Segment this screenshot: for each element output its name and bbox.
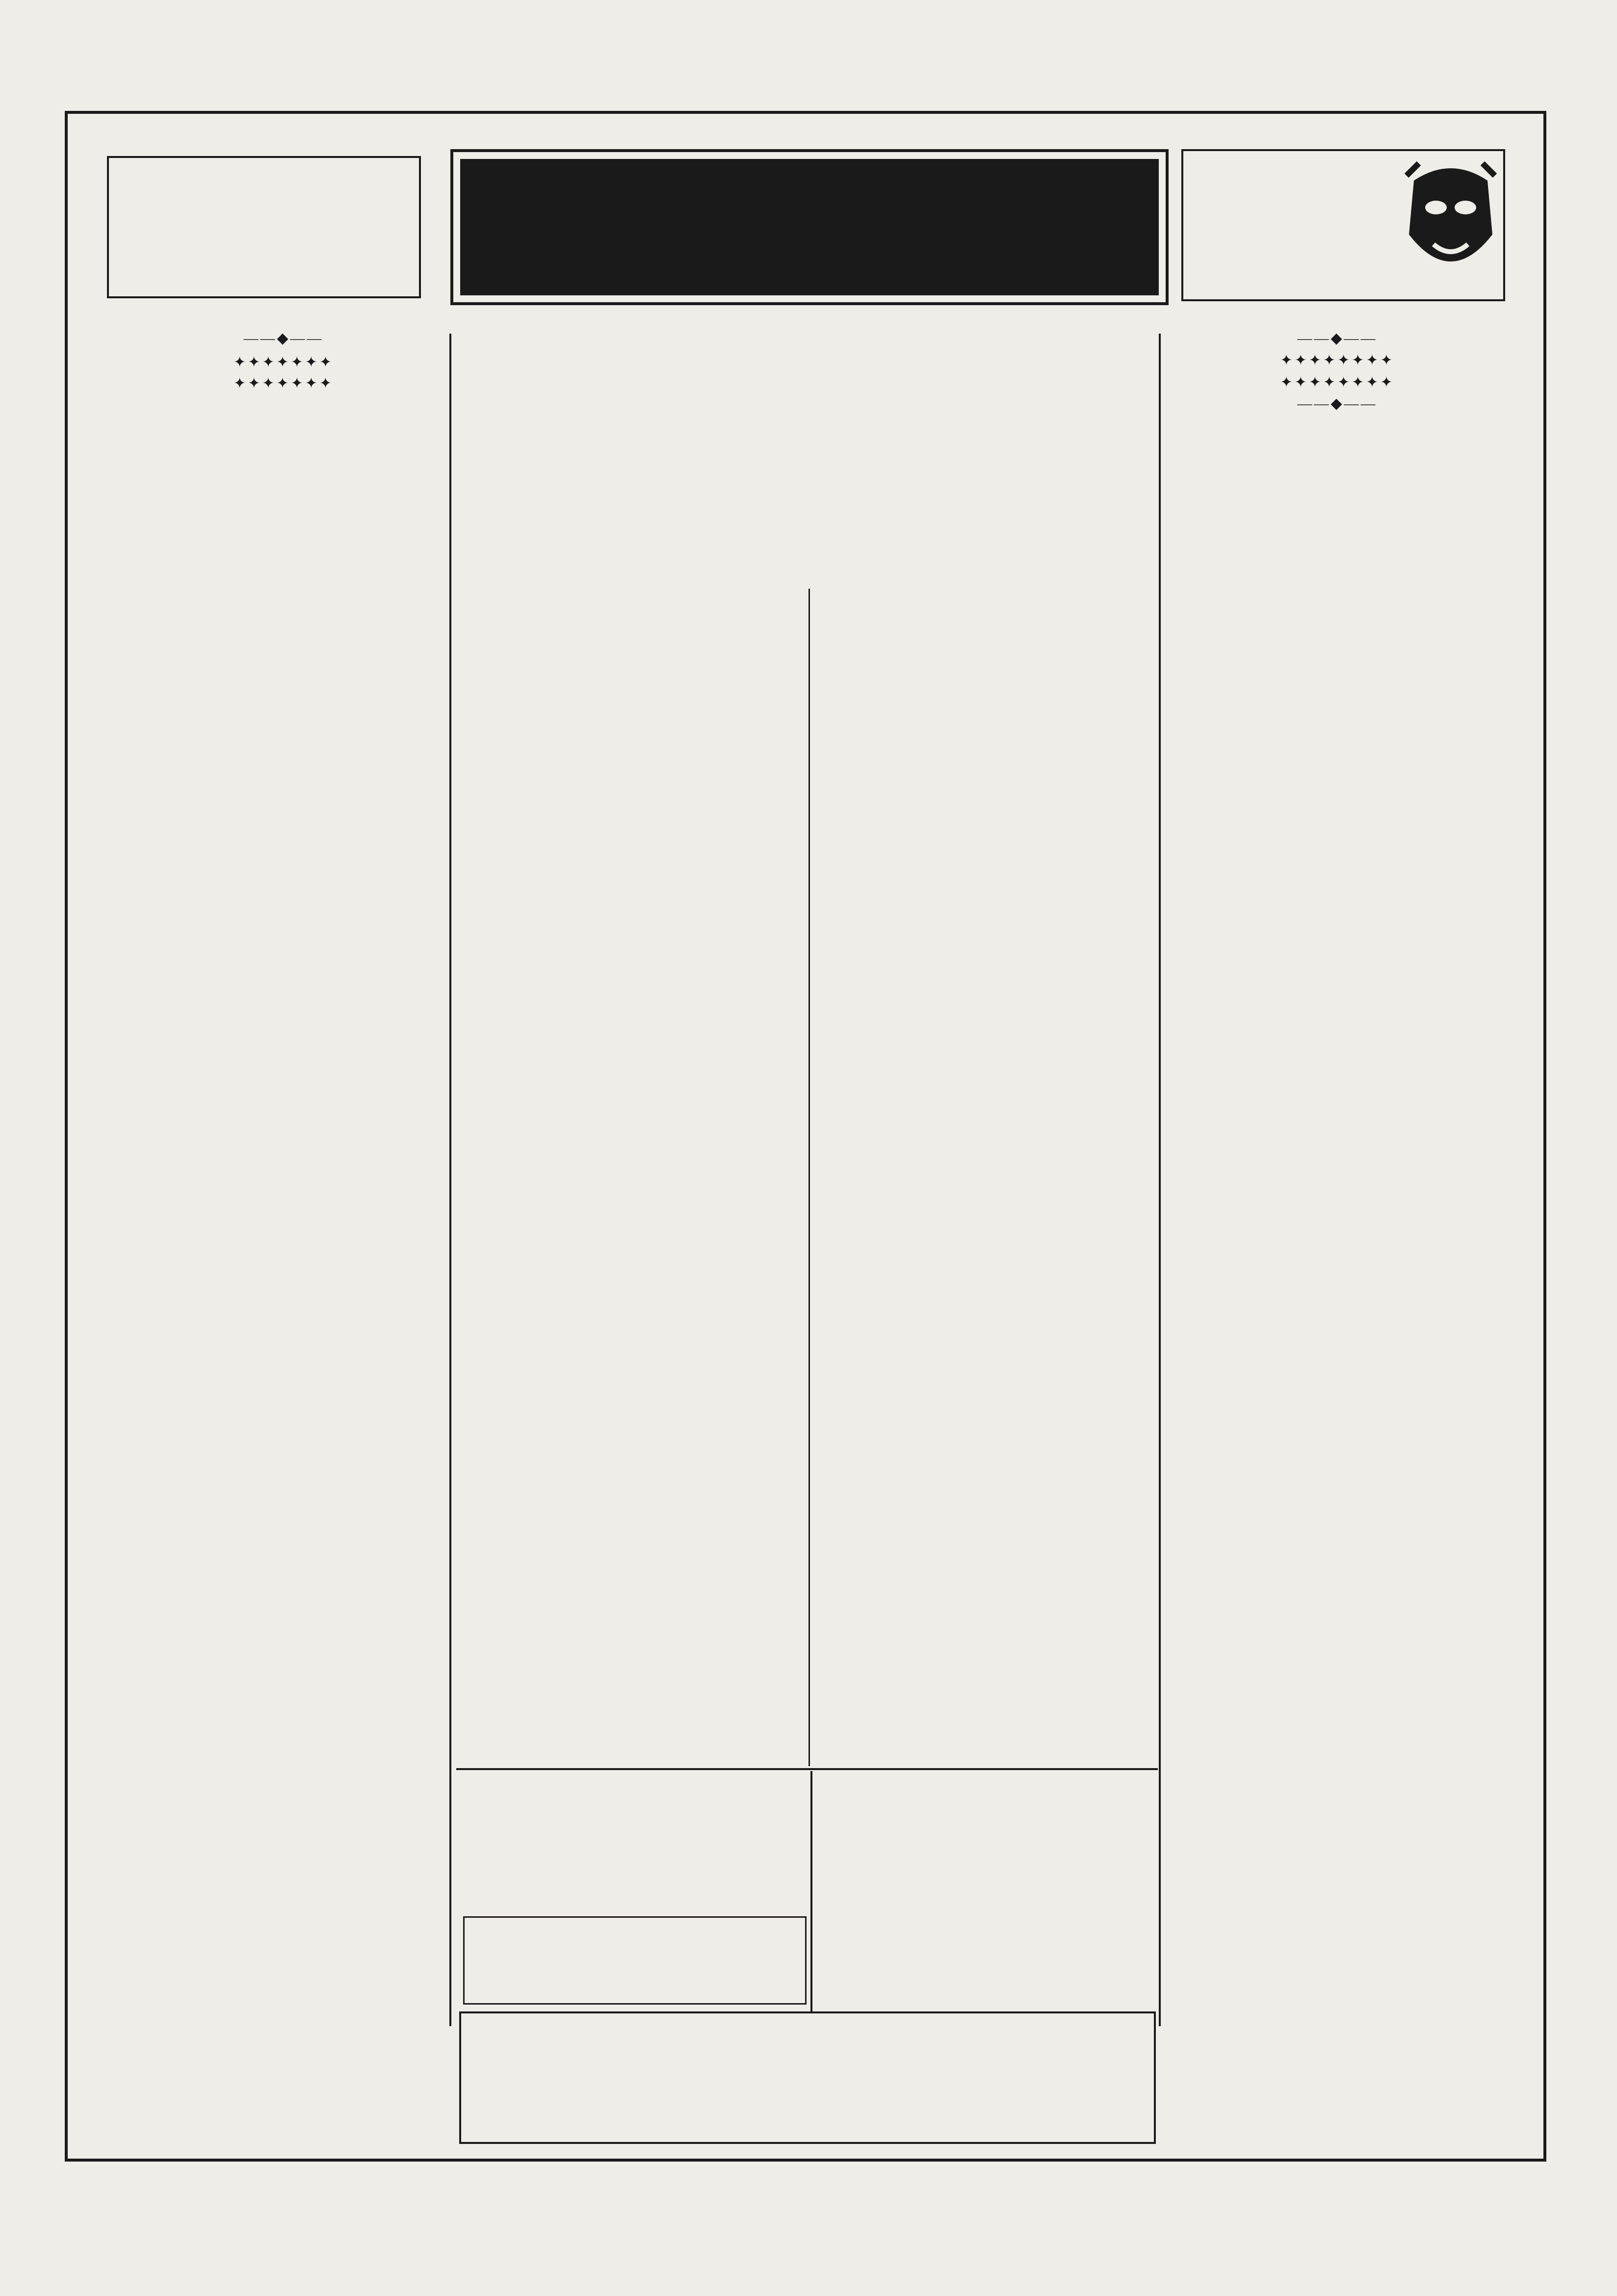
right-column xyxy=(1166,330,1509,2027)
ornament-divider: ——◆—— xyxy=(243,330,324,346)
ornament-divider: ✦✦✦✦✦✦✦✦ xyxy=(1280,352,1395,368)
adjacent-page-strip xyxy=(0,88,59,2198)
david-ad xyxy=(459,2011,1156,2144)
riley-ad xyxy=(1181,149,1505,301)
column-rule xyxy=(449,334,451,2026)
ornament-divider: ✦✦✦✦✦✦✦ xyxy=(234,375,334,391)
section-banner-frame xyxy=(450,149,1169,305)
center-col2 xyxy=(817,594,1153,1771)
pacheco-ad xyxy=(463,1916,807,2005)
section-title xyxy=(460,159,1159,295)
center-col1 xyxy=(459,594,800,1771)
ornament-divider: ✦✦✦✦✦✦✦ xyxy=(234,354,334,370)
section-rule xyxy=(456,1768,1158,1770)
choque-article xyxy=(820,1774,1152,2005)
column-rule xyxy=(808,589,810,1766)
ornament-divider: ——◆—— xyxy=(1297,330,1378,346)
left-column xyxy=(127,330,441,2140)
ornament-divider: ——◆—— xyxy=(1297,395,1378,412)
riley-mask-illustration xyxy=(1404,161,1497,284)
sum-ad xyxy=(107,156,421,298)
column-rule xyxy=(1159,334,1161,2026)
bola-ad xyxy=(1166,2016,1509,2149)
ornament-divider: ✦✦✦✦✦✦✦✦ xyxy=(1280,374,1395,391)
column-rule xyxy=(810,1771,812,2011)
